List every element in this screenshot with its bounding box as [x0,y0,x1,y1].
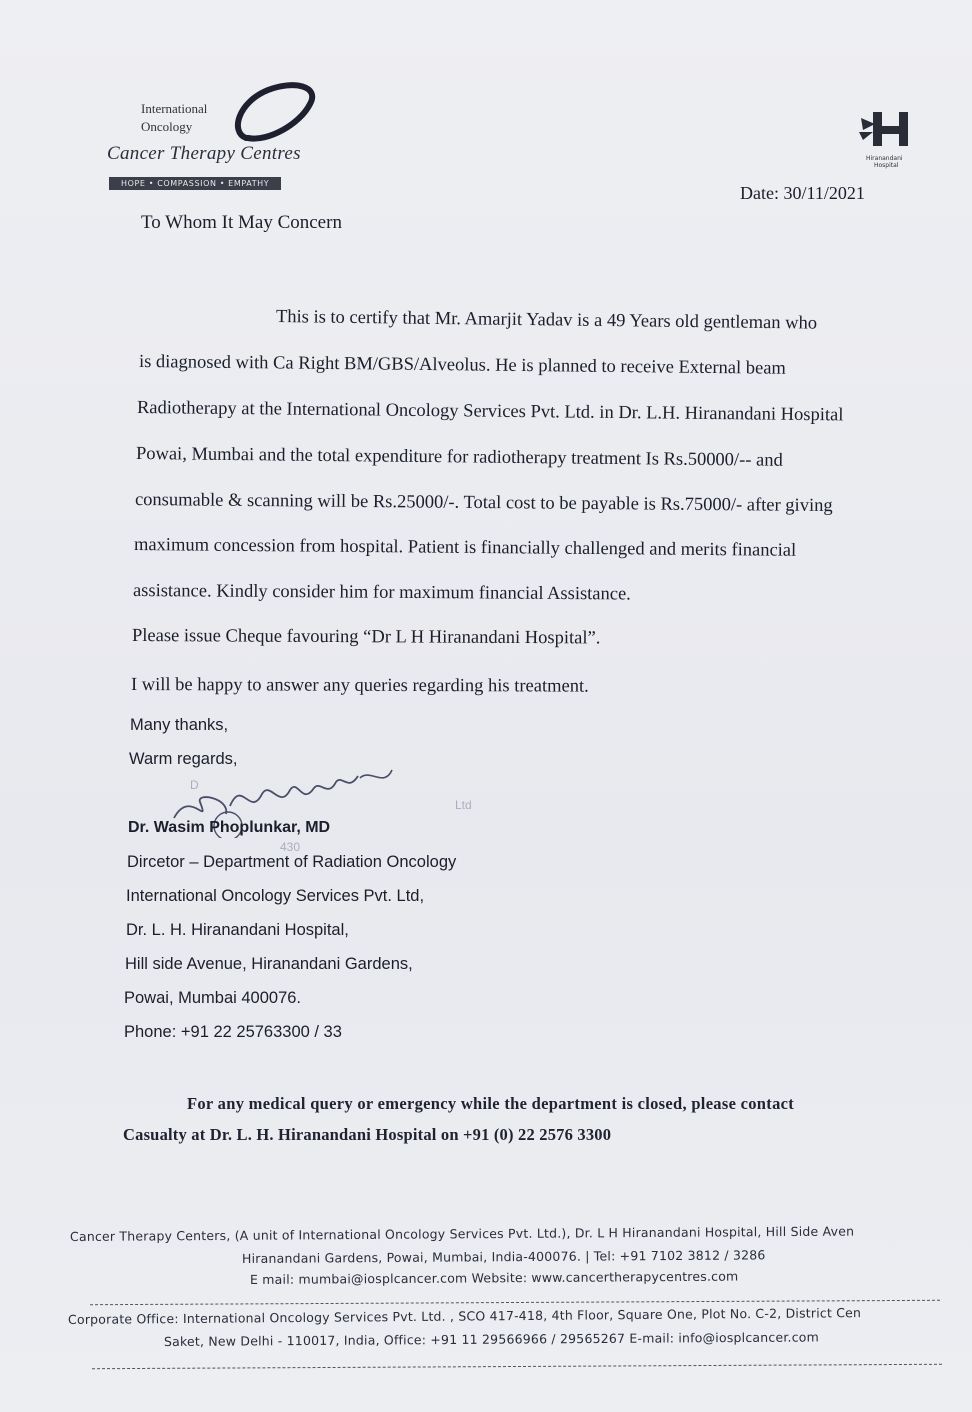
signatory-title: Dircetor – Department of Radiation Oncology [127,853,457,871]
emergency-notice-line-1: For any medical query or emergency while the department is closed, please contact [187,1094,795,1113]
footer-divider [90,1300,940,1305]
body-line-3: Radiotherapy at the International Oncology Services Pvt. Ltd. in Dr. L.H. Hiranandani Hospital [136,398,844,426]
hospital-logo-line2: Hospital [874,162,899,169]
body-line-2: is diagnosed with Ca Right BM/GBS/Alveolus. He is planned to receive External beam [138,352,786,379]
hospital-logo-text [866,155,903,169]
signatory-hospital: Dr. L. H. Hiranandani Hospital, [126,921,349,939]
footer-bottom-divider [92,1364,942,1369]
closing-regards: Warm regards, [129,750,238,768]
queries-line: I will be happy to answer any queries regarding his treatment. [130,675,589,697]
logo-line-international: International [141,101,208,116]
hospital-logo-line1: Hiranandani [866,155,903,162]
faint-stamp-mark: D [190,778,199,792]
footer-line-2: Hiranandani Gardens, Powai, Mumbai, India-400076. | Tel: +91 7102 3812 / 3286 [241,1247,766,1266]
faint-stamp-mark: Ltd [455,798,472,812]
emergency-notice-line-2: Casualty at Dr. L. H. Hiranandani Hospital on +91 (0) 22 2576 3300 [123,1125,612,1144]
body-line-1: This is to certify that Mr. Amarjit Yadav is a 49 Years old gentleman who [275,307,818,334]
oncology-logo-swirl-icon [228,80,324,148]
faint-stamp-mark: 430 [280,840,301,854]
letter-date: Date: 30/11/2021 [740,183,865,203]
logo-tagline: HOPE • COMPASSION • EMPATHY [109,177,281,190]
body-line-7: assistance. Kindly consider him for maximum financial Assistance. [132,581,631,605]
signatory-address-1: Hill side Avenue, Hiranandani Gardens, [125,955,413,973]
body-line-6: maximum concession from hospital. Patient is financially challenged and merits financial [133,535,797,561]
footer-corporate-line-2: Saket, New Delhi - 110017, India, Office: +91 11 29566966 / 29565267 E-mail: info@iosplcancer.com [163,1329,820,1349]
signatory-org: International Oncology Services Pvt. Ltd, [126,887,425,905]
signatory-address-2: Powai, Mumbai 400076. [124,989,302,1007]
signatory-name: Dr. Wasim Phoplunkar, MD [128,819,331,836]
footer-corporate-line-1: Corporate Office: International Oncology Services Pvt. Ltd. , SCO 417-418, 4th Floor, Square One, Plot No. C-2, District Cen [67,1305,862,1327]
body-line-4: Powai, Mumbai and the total expenditure for radiotherapy treatment Is Rs.50000/-- and [135,444,783,471]
signatory-phone: Phone: +91 22 25763300 / 33 [124,1023,342,1041]
footer-line-3: E mail: mumbai@iosplcancer.com Website: www.cancertherapycentres.com [249,1268,739,1287]
body-line-5: consumable & scanning will be Rs.25000/-. Total cost to be payable is Rs.75000/- after giving [134,490,833,517]
hiranandani-hospital-logo-icon [855,108,925,154]
cheque-line: Please issue Cheque favouring “Dr L H Hiranandani Hospital”. [131,626,601,649]
logo-title: Cancer Therapy Centres [107,143,301,164]
salutation: To Whom It May Concern [141,212,342,233]
footer-line-1: Cancer Therapy Centers, (A unit of International Oncology Services Pvt. Ltd.), Dr. L H Hiranandani Hospital, Hill Side Aven [69,1223,855,1244]
logo-line-oncology: Oncology [141,119,193,134]
closing-thanks: Many thanks, [130,716,229,734]
